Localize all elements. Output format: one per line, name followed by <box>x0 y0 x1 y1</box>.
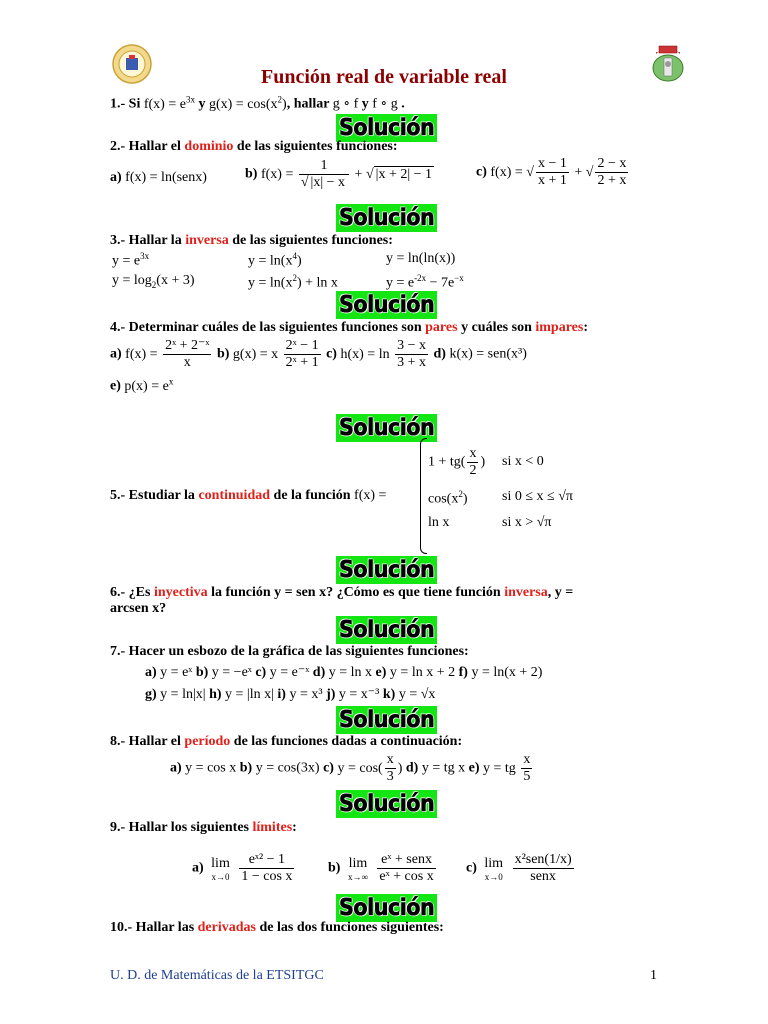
q3-r2c3: $y = e^{-2x} - 7e^{-x}$ <box>386 273 464 291</box>
solution-button-7[interactable]: Solución <box>336 706 437 734</box>
q2-item-b: b) f(x) = $\frac{1}{√ |x| - x}$ + √ |x + 2| − 1 <box>245 158 433 190</box>
q7-row-2: g) y = ln|x| h) y = |ln x| i) y = x³ j) y = x⁻³ k) y = √x <box>145 687 436 702</box>
question-1: 1.- Si $f(x) = e^{3x}$ y $g(x) = \cos(x^2)$, hallar g ∘ f y f ∘ g . <box>110 94 405 112</box>
q3-r1c3: y = ln(ln(x)) <box>386 251 456 266</box>
keyword-periodo: período <box>184 734 231 749</box>
q3-r1c2: $y = \ln(x^4)$ <box>248 251 302 269</box>
question-10: 10.- Hallar las derivadas de las dos funciones siguientes: <box>110 920 444 935</box>
solution-button-3[interactable]: Solución <box>336 291 437 319</box>
piece-2: $\cos(x^2)$ <box>428 489 468 507</box>
keyword-continuidad: continuidad <box>198 488 271 503</box>
footer-department: U. D. de Matemáticas de la ETSITGC <box>110 968 324 983</box>
cond-1: si x < 0 <box>502 454 544 469</box>
keyword-pares: pares <box>425 320 458 335</box>
page-title: Función real de variable real <box>261 66 507 88</box>
solution-button-6[interactable]: Solución <box>336 616 437 644</box>
question-3: 3.- Hallar la inversa de las siguientes funciones: <box>110 233 393 248</box>
keyword-inversa: inversa <box>185 233 229 248</box>
question-7: 7.- Hacer un esbozo de la gráfica de las siguientes funciones: <box>110 644 469 659</box>
q4-item-e: e) $p(x) = e^x$ <box>110 376 174 394</box>
question-8: 8.- Hallar el período de las funciones dadas a continuación: <box>110 734 463 749</box>
solution-button-8[interactable]: Solución <box>336 790 437 818</box>
keyword-inversa-2: inversa <box>504 585 548 600</box>
q2-item-a: a) f(x) = ln(senx) <box>110 170 207 185</box>
question-6: 6.- ¿Es inyectiva la función y = sen x? ¿Cómo es que tiene función inversa, y = arcsen x? <box>110 585 574 616</box>
keyword-limites: límites <box>252 820 293 835</box>
cond-2: si 0 ≤ x ≤ √π <box>502 489 573 504</box>
q2-item-c: c) f(x) = √ $\frac{x - 1}{x + 1}$ + √ $\frac{2 - x}{2 + x}$ <box>476 156 627 188</box>
q9-item-a: a) lim x→0 $\frac{\text{eˣ² − 1}}{\text{1 − cos x}}$ <box>192 852 293 884</box>
q3-r2c1: $y = \log_2(x + 3)$ <box>112 273 195 290</box>
question-2: 2.- Hallar el dominio de las siguientes funciones: <box>110 139 398 154</box>
keyword-inyectiva: inyectiva <box>153 585 208 600</box>
cond-3: si x > √π <box>502 515 552 530</box>
page-number: 1 <box>650 968 657 983</box>
piecewise-brace <box>420 438 427 554</box>
q7-row-1: a) y = eˣ b) y = −eˣ c) y = e⁻ˣ d) y = ln x e) y = ln x + 2 f) y = ln(x + 2) <box>145 665 543 680</box>
keyword-dominio: dominio <box>184 139 234 154</box>
question-5: 5.- Estudiar la continuidad de la función f(x) = <box>110 488 387 503</box>
q9-item-c: c) lim x→0 $\frac{\text{x²sen(1/x)}}{\text{senx}}$ <box>466 852 572 884</box>
solution-button-9[interactable]: Solución <box>336 894 437 922</box>
q9-item-b: b) lim x→∞ $\frac{\text{eˣ + senx}}{\text{eˣ + cos x}}$ <box>328 852 434 884</box>
solution-button-1[interactable]: Solución <box>336 114 437 142</box>
piece-3: ln x <box>428 515 450 530</box>
question-4: 4.- Determinar cuáles de las siguientes funciones son pares y cuáles son impares: <box>110 320 588 335</box>
solution-button-5[interactable]: Solución <box>336 556 437 584</box>
solution-button-2[interactable]: Solución <box>336 204 437 232</box>
q8-items: a) y = cos x b) y = cos(3x) c) y = cos( $\frac{x}{3}$ ) d) y = tg x e) y = tg $\frac{x}{5}$ <box>170 752 531 784</box>
keyword-impares: impares <box>535 320 584 335</box>
q3-r2c2: $y = \ln(x^2) + \ln x$ <box>248 273 338 291</box>
keyword-derivadas: derivadas <box>197 920 256 935</box>
piece-1: 1 + tg( $\frac{x}{2}$ ) <box>428 446 486 478</box>
question-9: 9.- Hallar los siguientes límites: <box>110 820 297 835</box>
solution-button-4[interactable]: Solución <box>336 414 437 442</box>
q4-items: a) f(x) = $\frac{\text{2ˣ + 2⁻ˣ}}{x}$ b) g(x) = x $\frac{\text{2ˣ − 1}}{\text{2ˣ + 1}}$ c) h(x) = ln $\frac{3 - x}{3 + x}$ d) k(x) = sen(x³) <box>110 338 527 370</box>
q3-r1c1: $y = e^{3x}$ <box>112 251 150 269</box>
